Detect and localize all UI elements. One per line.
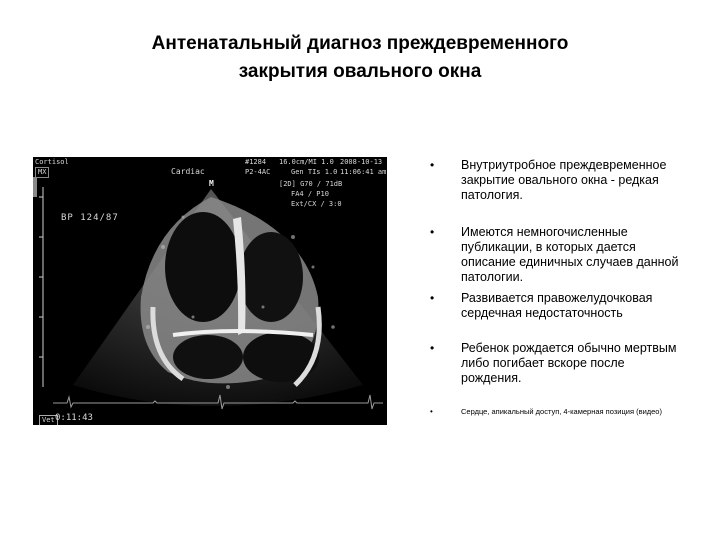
bullet-dot: • xyxy=(430,158,435,172)
echo-probe: P2-4AC xyxy=(245,168,271,176)
echo-frame-number: #1284 xyxy=(245,158,267,166)
echo-label-top-left-2: MX xyxy=(35,167,49,178)
right-atrium xyxy=(173,335,243,379)
bullet-text: Ребенок рождается обычно мертвым либо погибает вскоре после рождения. xyxy=(461,341,677,385)
bullet-dot: • xyxy=(430,341,435,355)
echo-label-top-left-1: Cortisol xyxy=(35,158,69,166)
ultrasound-sector-graphic xyxy=(33,157,387,425)
right-ventricle xyxy=(165,212,241,322)
bullet-text: Внутриутробное преждевременное закрытие овального окна - редкая патология. xyxy=(461,158,667,202)
echo-time: 11:06:41 am xyxy=(340,168,387,176)
echo-depth: 16.0cm/MI 1.0 xyxy=(279,158,334,166)
echo-marker: M xyxy=(209,179,214,188)
echo-params-3: Ext/CX / 3:0 xyxy=(291,200,342,208)
echo-params-2: FA4 / P10 xyxy=(291,190,329,198)
bullet-text: Имеются немногочисленные публикации, в которых дается описание единичных случаев данной патологии. xyxy=(461,225,679,284)
echo-gain: Gen TIs 1.0 xyxy=(291,168,338,176)
left-ventricle xyxy=(239,232,303,322)
bullet-dot: • xyxy=(430,225,435,239)
bullet-dot: • xyxy=(430,291,435,305)
bullet-dot: • xyxy=(430,407,433,416)
echo-timer: 0:11:43 xyxy=(55,413,93,423)
echocardiogram-image xyxy=(33,157,387,425)
echo-logo: Vet xyxy=(39,415,58,425)
left-atrium xyxy=(243,332,319,382)
slide-title-line-2: закрытия овального окна xyxy=(238,61,482,82)
bullet-text: Развивается правожелудочковая сердечная недостаточность xyxy=(461,291,653,320)
echo-bp: BP 124/87 xyxy=(61,213,119,223)
echo-mode-label: Cardiac xyxy=(171,167,205,176)
slide-title xyxy=(60,30,660,86)
bullet-text: Сердце, апикальный доступ, 4-камерная позиция (видео) xyxy=(461,407,662,416)
slide-title-line-1: Антенатальный диагноз преждевременного xyxy=(151,33,569,54)
echo-params-1: [2D] G70 / 71dB xyxy=(279,180,343,188)
echo-date: 2008-10-13 xyxy=(340,158,383,166)
